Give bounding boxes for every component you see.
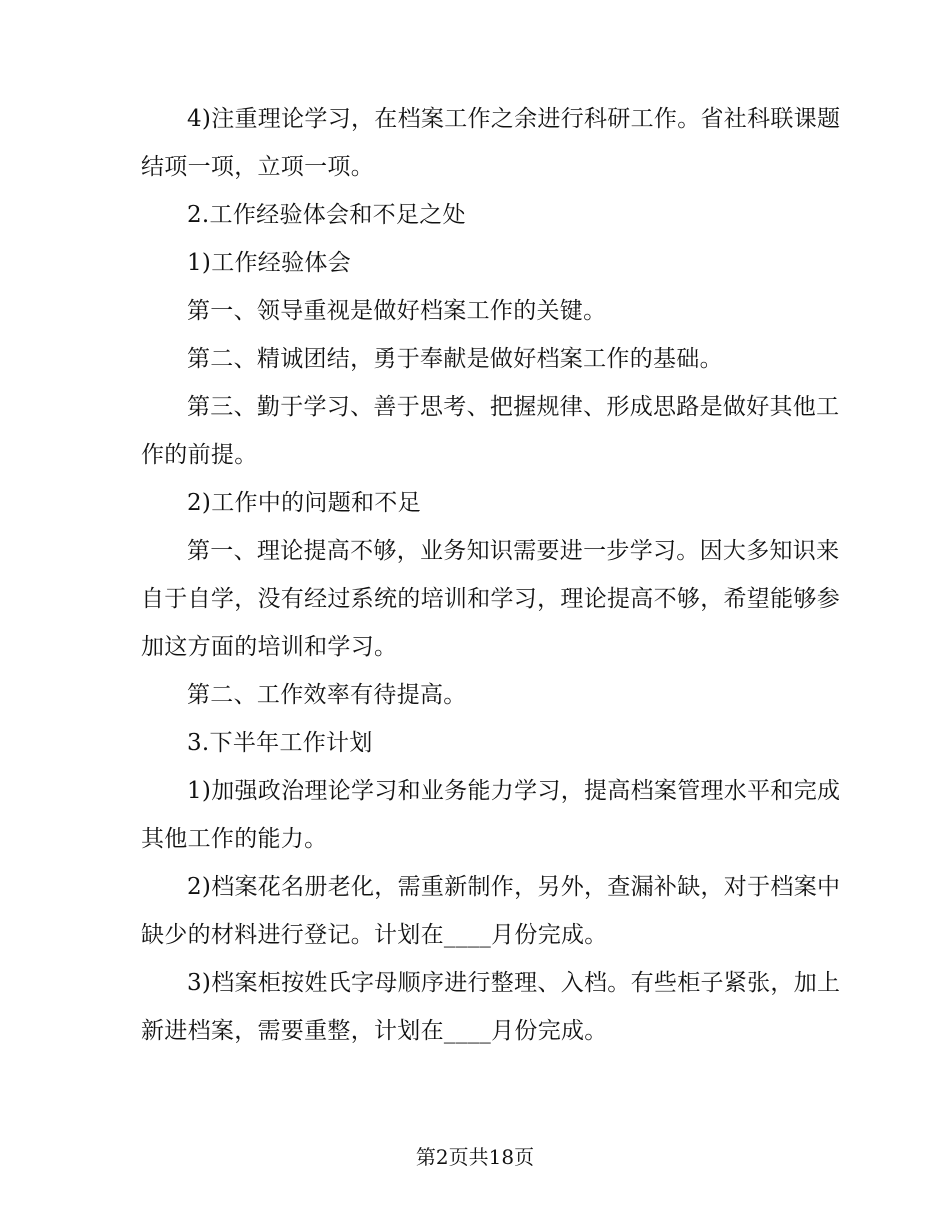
paragraph-line: 1)加强政治理论学习和业务能力学习，提高档案管理水平和完成 xyxy=(187,778,841,804)
paragraph-line: 自于自学，没有经过系统的培训和学习，理论提高不够，希望能够参 xyxy=(141,586,840,612)
paragraph-line: 结项一项，立项一项。 xyxy=(141,154,374,180)
paragraph-line: 第一、领导重视是做好档案工作的关键。 xyxy=(187,298,607,324)
paragraph-line: 第二、工作效率有待提高。 xyxy=(187,682,467,708)
section-heading: 2.工作经验体会和不足之处 xyxy=(187,202,466,228)
subsection-heading: 1)工作经验体会 xyxy=(187,250,352,276)
paragraph-line: 3)档案柜按姓氏字母顺序进行整理、入档。有些柜子紧张，加上 xyxy=(187,970,841,996)
subsection-heading: 2)工作中的问题和不足 xyxy=(187,490,421,516)
paragraph-line: 第三、勤于学习、善于思考、把握规律、形成思路是做好其他工 xyxy=(187,394,840,420)
section-heading: 3.下半年工作计划 xyxy=(187,730,373,756)
paragraph-line: 第一、理论提高不够，业务知识需要进一步学习。因大多知识来 xyxy=(187,538,840,564)
paragraph-line: 第二、精诚团结，勇于奉献是做好档案工作的基础。 xyxy=(187,346,723,372)
paragraph-line: 4)注重理论学习，在档案工作之余进行科研工作。省社科联课题 xyxy=(187,106,841,132)
paragraph-line: 作的前提。 xyxy=(141,442,258,468)
page-number-footer: 第2页共18页 xyxy=(415,1145,535,1169)
paragraph-line: 加这方面的培训和学习。 xyxy=(141,634,398,660)
paragraph-line: 新进档案，需要重整，计划在____月份完成。 xyxy=(141,1018,608,1044)
paragraph-line: 缺少的材料进行登记。计划在____月份完成。 xyxy=(141,922,608,948)
paragraph-line: 其他工作的能力。 xyxy=(141,826,328,852)
paragraph-line: 2)档案花名册老化，需重新制作，另外，查漏补缺，对于档案中 xyxy=(187,874,841,900)
